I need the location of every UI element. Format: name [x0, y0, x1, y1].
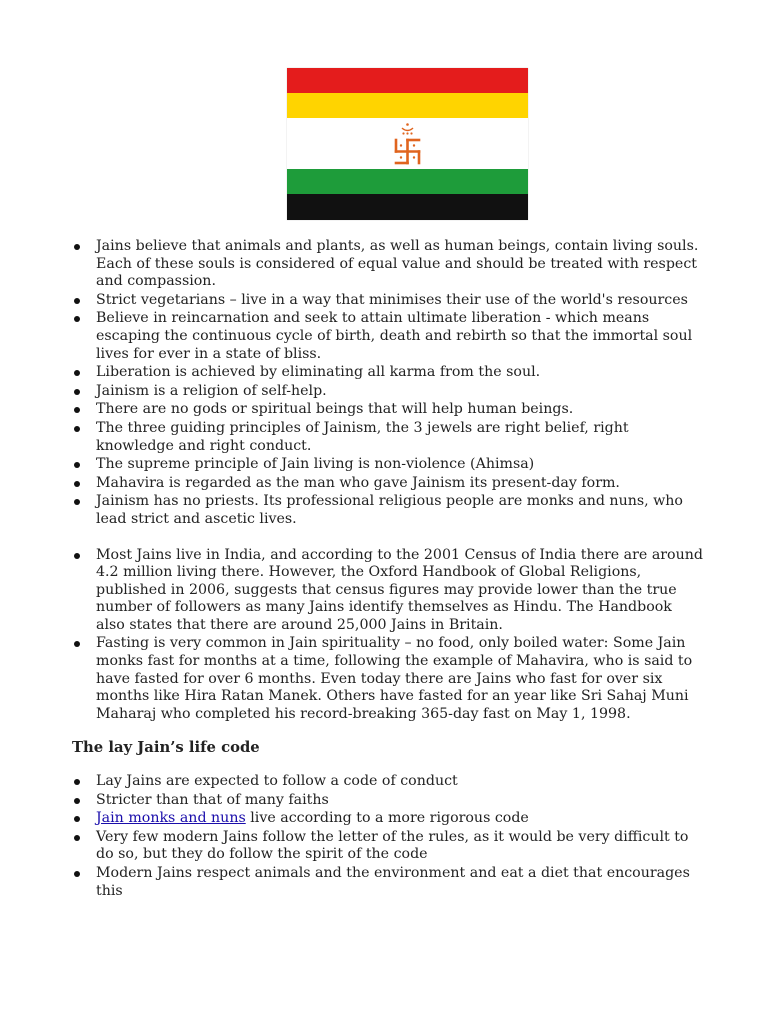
flag-stripe-green	[287, 169, 528, 194]
section-heading: The lay Jain’s life code	[72, 739, 260, 757]
lay-jain-code-list	[72, 773, 704, 900]
list-item: Jainism has no priests. Its professional religious people are monks and nuns, who lead strict and ascetic lives.	[72, 493, 704, 528]
list-item: Believe in reincarnation and seek to attain ultimate liberation - which means escaping the continuous cycle of birth, death and rebirth so that the immortal soul lives for ever in a state of bliss.	[72, 310, 704, 363]
list-item: Liberation is achieved by eliminating all karma from the soul.	[72, 364, 704, 382]
document-body	[72, 238, 704, 901]
list-item: Strict vegetarians – live in a way that minimises their use of the world's resources	[72, 292, 704, 310]
list-item: Fasting is very common in Jain spirituality – no food, only boiled water: Some Jain monks fast for months at a time, following the example of Mahavira, who is said to have fasted for over 6 months. Even today there are Jains who fast for over six months like Hira Ratan Manek. Others have fasted for an year like Sri Sahaj Muni Maharaj who completed his record-breaking 365-day fast on May 1, 1998.	[72, 635, 704, 723]
list-item: Most Jains live in India, and according to the 2001 Census of India there are around 4.2 million living there. However, the Oxford Handbook of Global Religions, published in 2006, suggests that census figures may provide lower than the true number of followers as many Jains identify themselves as Hindu. The Handbook also states that there are around 25,000 Jains in Britain.	[72, 547, 704, 635]
list-item: Jains believe that animals and plants, as well as human beings, contain living souls. Each of these souls is considered of equal value and should be treated with respect and compassion.	[72, 238, 704, 291]
flag-stripe-red	[287, 68, 528, 93]
list-item: Mahavira is regarded as the man who gave Jainism its present-day form.	[72, 475, 704, 493]
list-item: Stricter than that of many faiths	[72, 792, 704, 810]
list-item: Modern Jains respect animals and the environment and eat a diet that encourages this	[72, 865, 704, 900]
jain-flag-image	[287, 68, 528, 220]
jain-monks-and-nuns-link[interactable]: Jain monks and nuns	[96, 810, 246, 827]
list-item: The three guiding principles of Jainism, the 3 jewels are right belief, right knowledge and right conduct.	[72, 420, 704, 455]
flag-stripe-yellow	[287, 93, 528, 118]
flag-stripe-black	[287, 194, 528, 220]
list-item: Very few modern Jains follow the letter of the rules, as it would be very difficult to do so, but they do follow the spirit of the code	[72, 829, 704, 864]
list-item: Jainism is a religion of self-help.	[72, 383, 704, 401]
list-item: There are no gods or spiritual beings that will help human beings.	[72, 401, 704, 419]
jain-beliefs-list	[72, 238, 704, 529]
list-item: The supreme principle of Jain living is non-violence (Ahimsa)	[72, 456, 704, 474]
jain-facts-list	[72, 547, 704, 724]
list-item-text: live according to a more rigorous code	[245, 810, 529, 827]
jain-flag-svg	[287, 68, 528, 220]
list-item: Lay Jains are expected to follow a code of conduct	[72, 773, 704, 791]
list-item	[72, 810, 704, 828]
